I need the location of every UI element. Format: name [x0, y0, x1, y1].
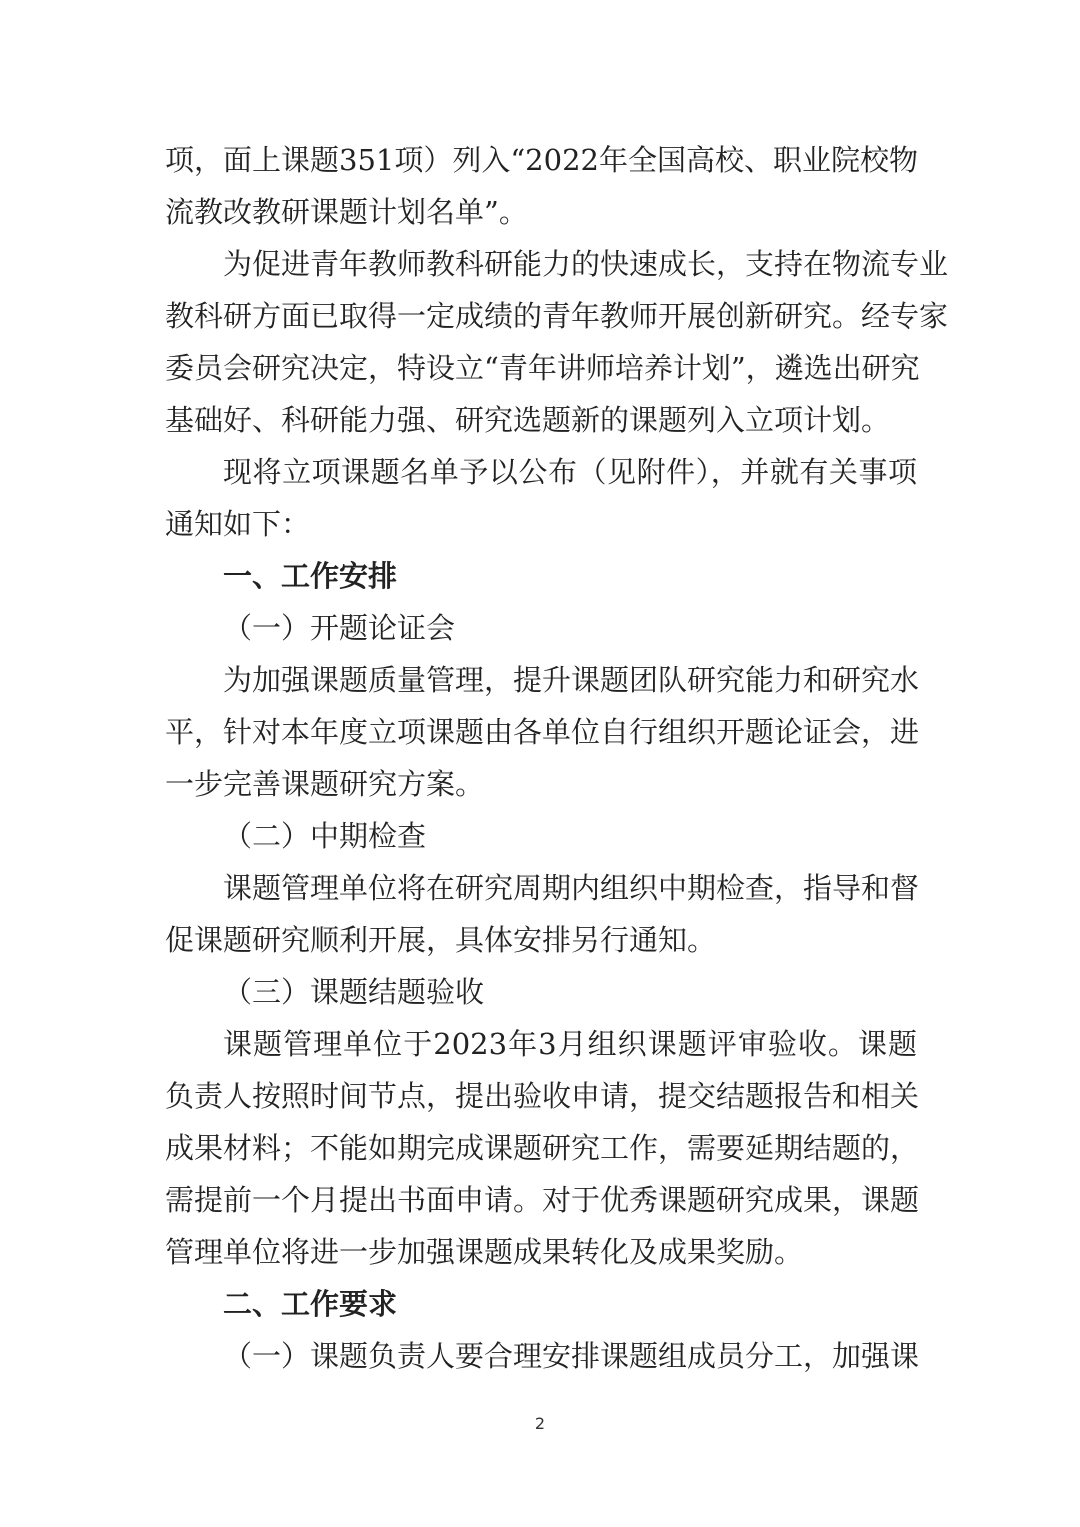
paragraph-line: 一步完善课题研究方案。 — [165, 767, 485, 801]
section-heading-work-requirements: 二、工作要求 — [223, 1287, 398, 1321]
paragraph-line: 课题管理单位将在研究周期内组织中期检查，指导和督 — [223, 871, 920, 905]
paragraph-line: 成果材料；不能如期完成课题研究工作，需要延期结题的， — [165, 1131, 920, 1165]
paragraph-line: 需提前一个月提出书面申请。对于优秀课题研究成果，课题 — [165, 1183, 920, 1217]
paragraph-line: 流教改教研课题计划名单”。 — [165, 195, 528, 229]
paragraph-line: 负责人按照时间节点，提出验收申请，提交结题报告和相关 — [165, 1079, 920, 1113]
paragraph-line: 课题管理单位于2023年3月组织课题评审验收。课题 — [223, 1027, 917, 1061]
paragraph-line: 为加强课题质量管理，提升课题团队研究能力和研究水 — [223, 663, 920, 697]
paragraph-line: 委员会研究决定，特设立“青年讲师培养计划”，遴选出研究 — [165, 351, 920, 385]
paragraph-line: 管理单位将进一步加强课题成果转化及成果奖励。 — [165, 1235, 804, 1269]
paragraph-line: 教科研方面已取得一定成绩的青年教师开展创新研究。经专家 — [165, 299, 949, 333]
paragraph-line: 平，针对本年度立项课题由各单位自行组织开题论证会，进 — [165, 715, 920, 749]
paragraph-line: 为促进青年教师教科研能力的快速成长，支持在物流专业 — [223, 247, 949, 281]
page-number: 2 — [534, 1414, 546, 1433]
document-body — [165, 134, 949, 1382]
paragraph-line: （一）课题负责人要合理安排课题组成员分工，加强课 — [223, 1339, 920, 1373]
paragraph-line: 项，面上课题351项）列入“2022年全国高校、职业院校物 — [165, 143, 918, 177]
subsection-heading-final-acceptance: （三）课题结题验收 — [223, 975, 485, 1009]
paragraph-line: 现将立项课题名单予以公布（见附件），并就有关事项 — [223, 455, 917, 489]
paragraph-line: 基础好、科研能力强、研究选题新的课题列入立项计划。 — [165, 403, 891, 437]
paragraph-line: 促课题研究顺利开展，具体安排另行通知。 — [165, 923, 717, 957]
subsection-heading-opening-review: （一）开题论证会 — [223, 611, 456, 645]
subsection-heading-midterm-check: （二）中期检查 — [223, 819, 427, 853]
section-heading-work-arrangement: 一、工作安排 — [223, 559, 398, 593]
paragraph-line: 通知如下： — [165, 507, 311, 541]
